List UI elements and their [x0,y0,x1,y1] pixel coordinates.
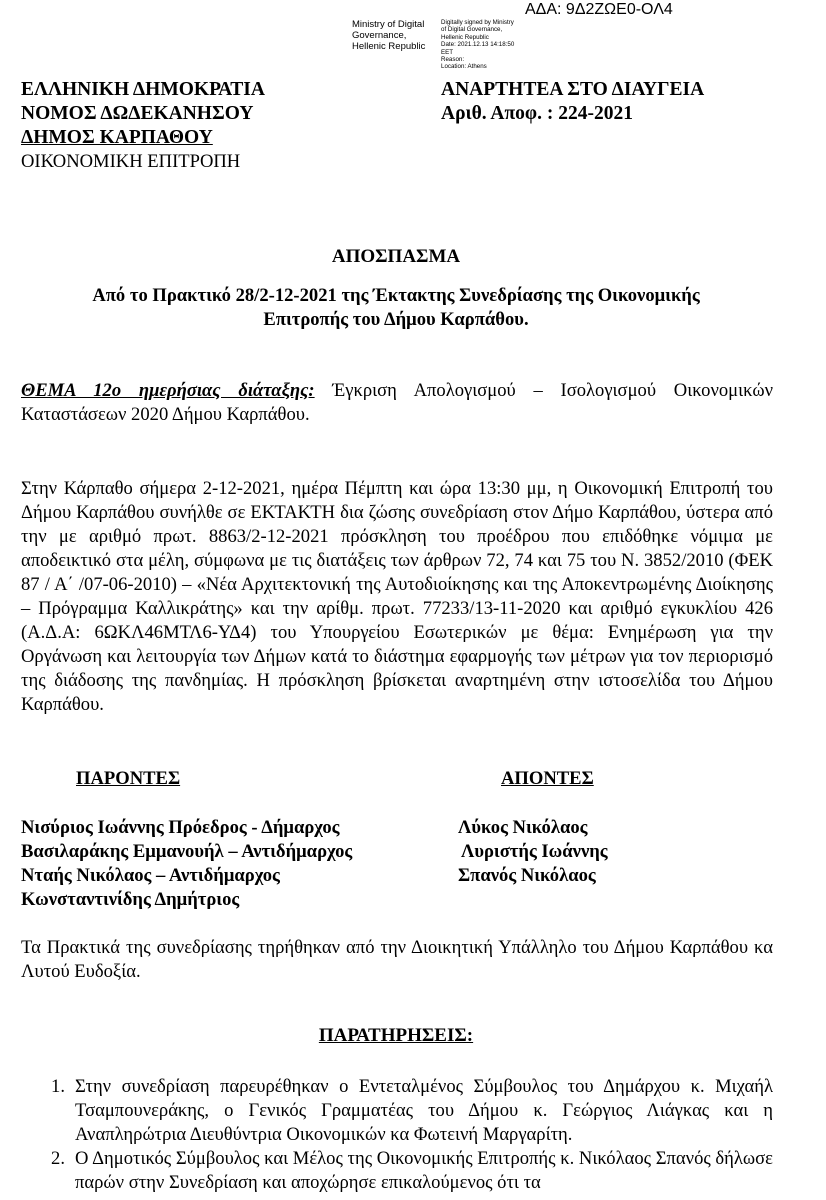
absent-member: Λύκος Νικόλαος [458,817,588,838]
absent-member: Λυριστής Ιωάννης [461,841,608,862]
list-item [21,1147,773,1195]
signature-detail-line: Date: 2021.12.13 14:18:50 [441,41,515,49]
present-member: Νταής Νικόλαος – Αντιδήμαρχος [21,865,280,886]
topic-text: Έγκριση Απολογισμού – Ισολογισμού Οικονομικών Καταστάσεων 2020 Δήμου Καρπάθου. [21,380,773,425]
page-title: ΑΠΟΣΠΑΣΜΑ [331,246,461,267]
signature-detail-line: EET [441,48,454,56]
topic-label: ΘΕΜΑ 12ο ημερήσιας διάταξης: [21,380,315,401]
header-municipality: ΔΗΜΟΣ ΚΑΡΠΑΘΟΥ [21,127,213,148]
signature-details [441,19,514,71]
present-header: ΠΑΡΟΝΤΕΣ [76,768,181,789]
header-country: ΕΛΛΗΝΙΚΗ ΔΗΜΟΚΡΑΤΙΑ [21,79,265,100]
signature-issuer-line: Governance, [352,30,407,41]
remarks-header: ΠΑΡΑΤΗΡΗΣΕΙΣ: [318,1025,474,1046]
absent-member: Σπανός Νικόλαος [458,865,596,886]
header-prefecture: ΝΟΜΟΣ ΔΩΔΕΚΑΝΗΣΟΥ [21,103,254,124]
signature-detail-line: Reason: [441,56,465,64]
signature-issuer [352,19,425,52]
list-item-text: Στην συνεδρίαση παρευρέθηκαν ο Εντεταλμένος Σύμβουλος του Δημάρχου κ. Μιχαήλ Τσαμπουνεράκης, ο Γενικός Γραμματέας του Δήμου κ. Γεώργιος Λιάγκας και η Αναπληρώτρια Διευθύντρια Οικονομικών κα Φωτεινή Μαργαρίτη. [75,1076,773,1145]
header-right [441,78,704,126]
header-left [21,78,265,174]
document-subtitle [0,284,792,332]
present-member: Βασιλαράκης Εμμανουήλ – Αντιδήμαρχος [21,841,353,862]
header-diavgeia-note: ΑΝΑΡΤΗΤΕΑ ΣΤΟ ΔΙΑΥΓΕΙΑ [441,79,705,100]
list-item-number: 1. [51,1076,65,1097]
signature-detail-line: of Digital Governance, [441,26,503,34]
present-member: Κωνσταντινίδης Δημήτριος [21,889,240,910]
signature-issuer-line: Ministry of Digital [352,19,425,30]
header-committee: ΟΙΚΟΝΟΜΙΚΗ ΕΠΙΤΡΟΠΗ [21,151,241,172]
agenda-topic [21,379,773,427]
ada-code: ΑΔΑ: 9Δ2ΖΩΕ0-ΟΛ4 [525,1,673,18]
absent-header: ΑΠΟΝΤΕΣ [501,768,594,789]
remarks-list [21,1075,773,1195]
signature-detail-line: Location: Athens [441,63,487,71]
subtitle-line: Από το Πρακτικό 28/2-12-2021 της Έκτακτης Συνεδρίασης της Οικονομικής [92,285,700,306]
subtitle-line: Επιτροπής του Δήμου Καρπάθου. [263,309,529,330]
signature-detail-line: Digitally signed by Ministry [441,19,514,26]
header-decision-number: Αριθ. Αποφ. : 224-2021 [441,103,633,124]
signature-detail-line: Hellenic Republic [441,33,489,41]
present-member: Νισύριος Ιωάννης Πρόεδρος - Δήμαρχος [21,817,340,838]
list-item [21,1075,773,1147]
minutes-note: Τα Πρακτικά της συνεδρίασης τηρήθηκαν από την Διοικητική Υπάλληλο του Δήμου Καρπάθου κα Λυτού Ευδοξία. [21,937,773,982]
list-item-number: 2. [51,1148,65,1169]
list-item-text: Ο Δημοτικός Σύμβουλος και Μέλος της Οικονομικής Επιτροπής κ. Νικόλαος Σπανός δήλωσε παρών στην Συνεδρίαση και αποχώρησε επικαλούμενος ότι τα [75,1148,773,1193]
intro-paragraph: Στην Κάρπαθο σήμερα 2-12-2021, ημέρα Πέμπτη και ώρα 13:30 μμ, η Οικονομική Επιτροπή του Δήμου Καρπάθου συνήλθε σε ΕΚΤΑΚΤΗ δια ζώσης συνεδρίαση στον Δήμο Καρπάθου, ύστερα από την με αριθμό πρωτ. 8863/2-12-2021 πρόσκληση του προέδρου που επιδόθηκε νόμιμα με αποδεικτικό στα μέλη, σύμφωνα με τις διατάξεις των άρθρων 72, 74 και 75 του Ν. 3852/2010 (ΦΕΚ 87 / Α΄ /07-06-2010) – «Νέα Αρχιτεκτονική της Αυτοδιοίκησης και της Αποκεντρωμένης Διοίκησης – Πρόγραμμα Καλλικράτης» και την αρίθμ. πρωτ. 77233/13-11-2020 και αριθμό εγκυκλίου 426 (Α.Δ.Α: 6ΩΚΛ46ΜΤΛ6-ΥΔ4) του Υπουργείου Εσωτερικών με θέμα: Ενημέρωση για την Οργάνωση και λειτουργία των Δήμων κατά το διάστημα εφαρμογής των μέτρων για τον περιορισμό της διάδοσης της πανδημίας. Η πρόσκληση βρίσκεται αναρτημένη στην ιστοσελίδα του Δήμου Καρπάθου. [21,478,773,715]
signature-issuer-line: Hellenic Republic [352,41,426,52]
